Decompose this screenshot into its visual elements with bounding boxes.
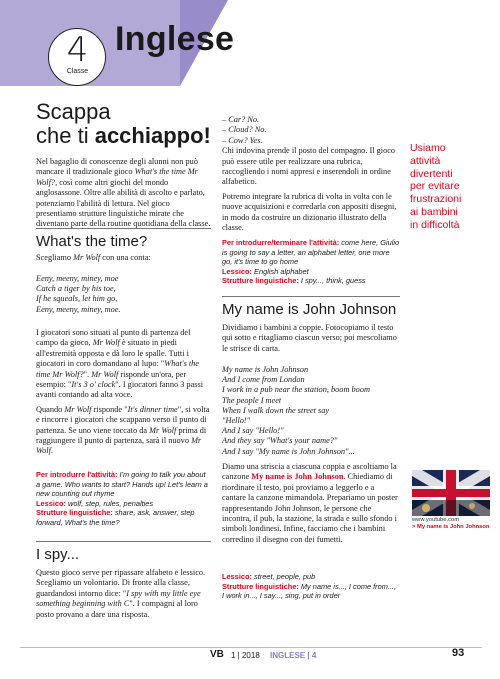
note-lexicon-2: Lessico: English alphabet [222, 266, 309, 276]
caption-site: www.youtube.com [412, 517, 460, 523]
title-line-1: Scappa [36, 99, 111, 124]
song-lyrics: My name is John Johnson And I come from London I work in a pub near the station, boom boom The people I meet When I walk down the street say "Hello!" And I say "Hello!" And they say "What's your name?" And I say "My name is John Johnson"... [222, 365, 370, 456]
article-title [36, 100, 211, 148]
section-3-body [222, 323, 400, 358]
section-heading-whats-the-time: What's the time? [36, 228, 211, 251]
column-2-p1: Chi indovina prende il posto del compagno. Il gioco può essere utile per realizzare una rubrica, raccogliendo i nomi appresi e inserendoli in ordine alfabetico. [222, 146, 396, 187]
note-structures-3: Strutture linguistiche: My name is..., I come from..., I work in..., I say..., sing, put in order [222, 581, 397, 601]
note-lexicon-3: Lessico: street, people, pub [222, 572, 316, 581]
section-1-notes [36, 470, 211, 528]
title-line-2: che ti acchiappo! [36, 123, 211, 148]
video-thumbnail-image[interactable] [412, 470, 490, 516]
sidebar-tagline: Usiamo attività divertenti per evitare frustrazioni ai bambini in difficoltà [410, 142, 462, 231]
section-1-paragraphs [36, 328, 211, 461]
column-2-p2: Potremo integrare la rubrica di volta in volta con le nuove acquisizioni e corredarla con appositi disegni, in modo da costruire un dizionario illustrato della classe. [222, 191, 397, 233]
note-intro: Per introdurre l'attività: I'm going to talk you about a game. Who wants to start? Hands up! Let's learn a new counting out rhyme [36, 470, 208, 499]
rhyme: Eeny, meeny, miney, moe Catch a tiger by his toe, If he squeals, let him go, Eeny, meeny, miney, moe. [36, 274, 121, 314]
column-2 [222, 115, 400, 237]
note-intro-2: Per introdurre/terminare l'attività: come here, Giulio is going to say a letter, an alphabet letter, one more go, it's time to go home [222, 238, 400, 267]
section-heading-i-spy: I spy... [36, 541, 211, 564]
section-1-lead: Scegliamo Mr Wolf con una conta: [36, 253, 151, 262]
section-2-body [36, 568, 211, 624]
section-3-notes [222, 572, 400, 601]
title-accent: acchiappo! [94, 123, 211, 148]
footer-subject: INGLESE | 4 [270, 651, 317, 660]
footer-issue: 1 | 2018 [231, 651, 260, 660]
caption-link[interactable]: > My name is John Johnson [412, 524, 490, 530]
note-lexicon: Lessico: wolf, step, rules, penalties [36, 498, 154, 508]
subject-title: Inglese [115, 20, 235, 58]
section-3-p2: Diamo una striscia a ciascuna coppia e ascoltiamo la canzone My name is John Johnson. Chiediamo di riordinare il testo, poi proviamo a leggerlo e a cantare la canzone mimandola. Prepariamo un poster rappresentando John Johnson, le persone che incontra, il pub, la stazione, la strada e sullo sfondo i simboli londinesi. Infine, facciamo che i bambini corredino il disegno con dei fumetti. [222, 462, 398, 544]
column-1 [36, 157, 211, 234]
class-label: Classe [66, 68, 89, 75]
section-1-body [36, 253, 211, 267]
note-structures: Strutture linguistiche: share, ask, answer, step forward, What's the time? [36, 508, 195, 527]
section-heading-john-johnson: My name is John Johnson [222, 296, 400, 319]
intro-paragraph: Nel bagaglio di conoscenze degli alunni non può mancare il tradizionale gioco What's the time Mr Wolf?, così come altri giochi del mondo anglosassone. Oltre alle abilità di ascolto e parlato, potenziamo l'abilità di lettura. Nel gioco presentiamo strutture linguistiche mirate che diventano parte della routine quotidiana della classe. [36, 157, 211, 229]
section-3-body-2 [222, 462, 400, 549]
page-number: 93 [452, 647, 465, 659]
section-2-p1: Questo gioco serve per ripassare alfabeto e lessico. Scegliamo un volontario. Di fronte alla classe, guardandosi intorno dice: "I spy with my little eye something beginning with C". I compagni al loro posto provano a dare una risposta. [36, 568, 206, 619]
dialog: – Car? No. – Cloud? No. – Cow? Yes. [222, 115, 267, 145]
section-1-p2: Quando Mr Wolf risponde "It's dinner time", si volta e rincorre i giocatori che scappano verso il punto di partenza. Se uno viene toccato da Mr Wolf prima di raggiungere il punto di partenza, sarà il nuovo Mr Wolf. [36, 404, 210, 456]
footer-logo: VB [210, 649, 224, 660]
note-structures-2: Strutture linguistiche: I spy..., think, guess [222, 276, 366, 286]
class-number: 4 [66, 30, 89, 70]
column-2-notes [222, 238, 400, 286]
section-1-p1: I giocatori sono situati al punto di partenza del campo da gioco, Mr Wolf è situato in piedi all'estremità opposta e dà loro le spalle. Tutti i giocatori in coro domandano al lupo: "What's the time Mr Wolf?". Mr Wolf risponde un'ora, per esempio: "It's 3 o' clock". I giocatori fanno 3 passi avanti contando ad alta voce. [36, 328, 204, 400]
banner-strip [0, 0, 180, 22]
video-caption [412, 517, 492, 531]
section-3-p1: Dividiamo i bambini a coppie. Fotocopiamo il testo qui sotto e ritagliamo ciascun verso; poi mescoliamo le strisce di carta. [222, 323, 397, 353]
